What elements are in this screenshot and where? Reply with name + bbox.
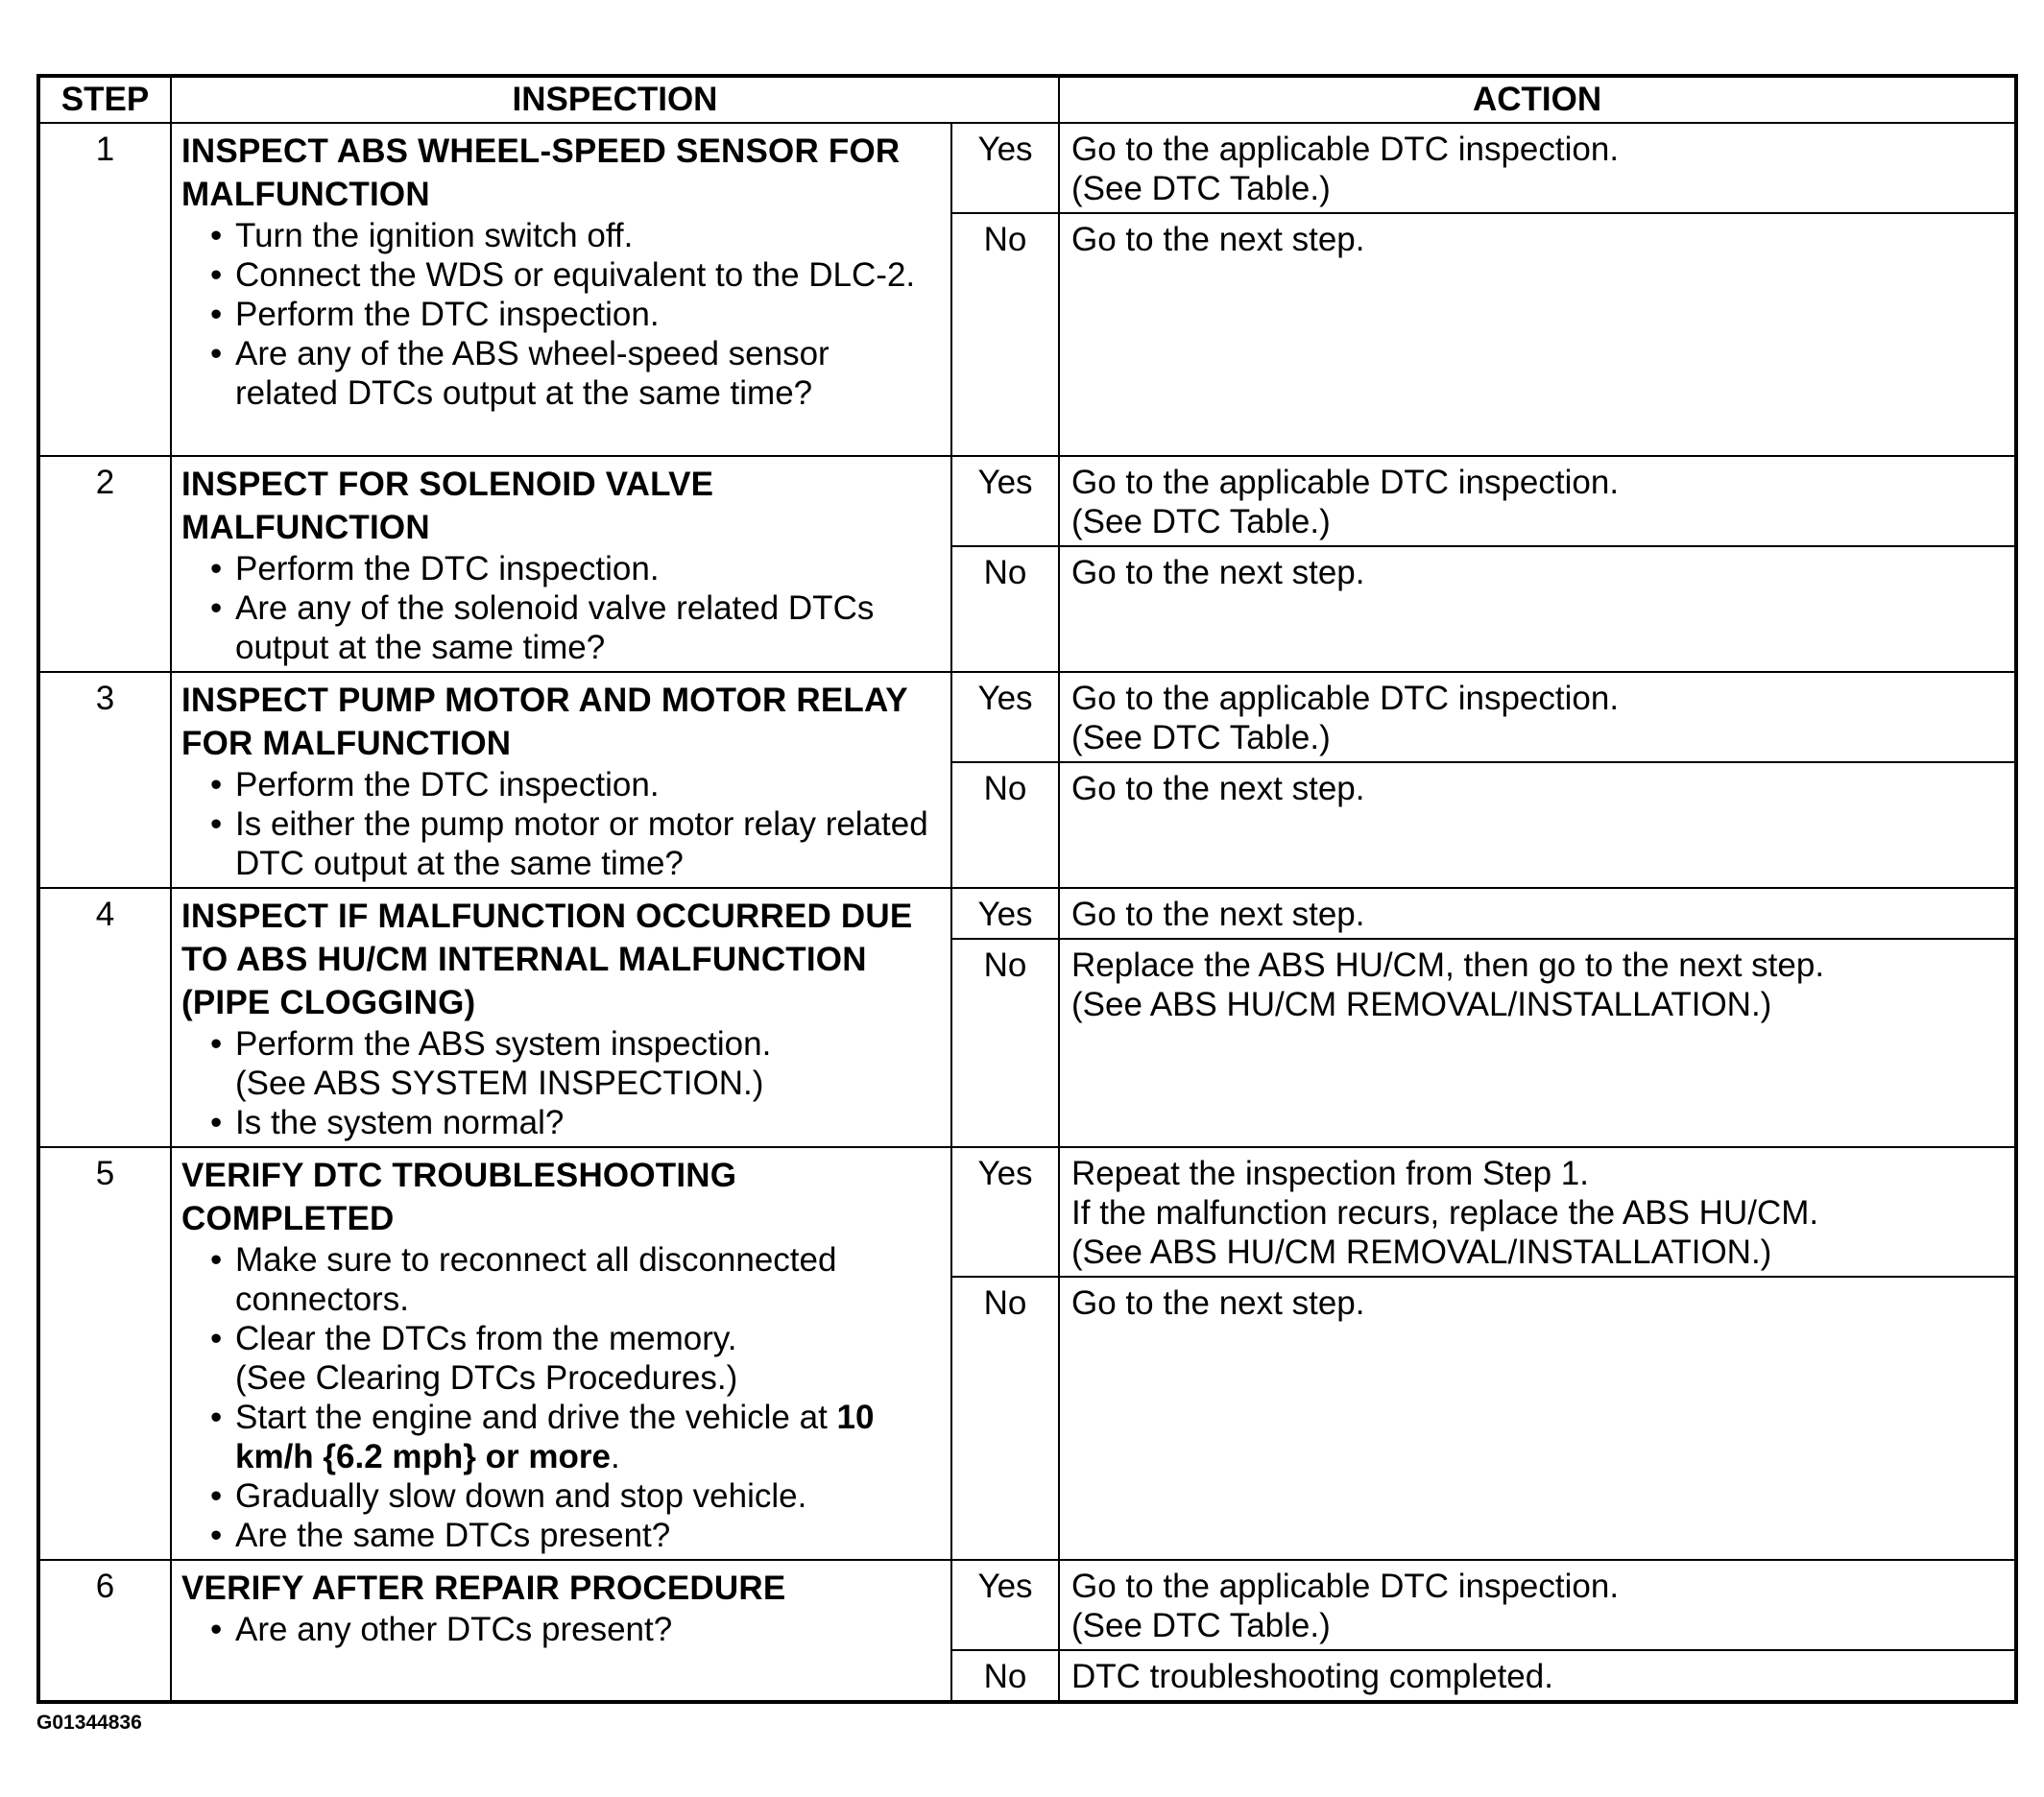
yes-label: Yes [951,456,1059,546]
no-label: No [951,1650,1059,1702]
action-line: Go to the next step. [1071,554,1365,592]
step-inspection [171,672,951,888]
step-number: 2 [38,456,171,672]
inspection-list [181,549,941,667]
inspection-item: • Perform the DTC inspection. [210,765,941,804]
inspection-item-text: • Perform the ABS system inspection. [235,1025,772,1063]
inspection-title: INSPECT ABS WHEEL-SPEED SENSOR FOR MALFUNCTION [181,132,901,213]
inspection-list [181,216,941,413]
step-2-yes-row [38,456,2016,546]
no-label: No [951,762,1059,888]
inspection-item: • Are the same DTCs present? [210,1516,941,1555]
step-3-yes-row [38,672,2016,762]
troubleshooting-document [36,74,2014,1704]
header-action: ACTION [1059,76,2016,123]
action-line: (See DTC Table.) [1071,719,1331,756]
inspection-item [210,1319,941,1398]
inspection-item: • Make sure to reconnect all disconnected connectors. [210,1240,941,1319]
step-number: 6 [38,1560,171,1702]
speed-requirement: 10 km/h {6.2 mph} or more [235,1399,875,1475]
action-line: Repeat the inspection from Step 1. [1071,1155,1589,1192]
step-number: 1 [38,123,171,456]
header-inspection: INSPECTION [171,76,1059,123]
inspection-title: INSPECT IF MALFUNCTION OCCURRED DUE TO ABS HU/CM INTERNAL MALFUNCTION (PIPE CLOGGING) [181,898,913,1021]
action-line: (See DTC Table.) [1071,170,1331,207]
step-number: 5 [38,1147,171,1560]
step-inspection [171,456,951,672]
action-line: (See DTC Table.) [1071,503,1331,540]
yes-label: Yes [951,1147,1059,1277]
step-number: 4 [38,888,171,1147]
step-inspection [171,1147,951,1560]
inspection-list [181,1240,941,1555]
step-inspection [171,123,951,456]
no-action [1059,1650,2016,1702]
figure-id: G01344836 [36,1712,142,1734]
inspection-title: INSPECT PUMP MOTOR AND MOTOR RELAY FOR MALFUNCTION [181,682,908,762]
action-line: Go to the applicable DTC inspection. [1071,1568,1620,1605]
inspection-item: • Perform the DTC inspection. [210,295,941,334]
inspection-list [181,1024,941,1142]
inspection-item: • Perform the DTC inspection. [210,549,941,588]
inspection-item: • Is either the pump motor or motor relay related DTC output at the same time? [210,804,941,883]
yes-action [1059,123,2016,213]
inspection-item: • Are any of the solenoid valve related DTCs output at the same time? [210,588,941,667]
inspection-title: VERIFY AFTER REPAIR PROCEDURE [181,1569,786,1607]
no-action [1059,213,2016,456]
action-line: Go to the next step. [1071,896,1365,933]
yes-action [1059,888,2016,939]
inspection-item: • Connect the WDS or equivalent to the DLC-2. [210,255,941,295]
inspection-item: • Are any of the ABS wheel-speed sensor related DTCs output at the same time? [210,334,941,413]
inspection-item [210,1024,941,1103]
header-step: STEP [38,76,171,123]
no-action [1059,762,2016,888]
header-row [38,76,2016,123]
action-line: Go to the next step. [1071,770,1365,807]
step-inspection [171,1560,951,1702]
inspection-list [181,1610,941,1649]
action-line: Replace the ABS HU/CM, then go to the next step. [1071,946,1825,985]
inspection-item: • Are any other DTCs present? [210,1610,941,1649]
inspection-item-text: Start the engine and drive the vehicle at [235,1399,837,1436]
no-label: No [951,213,1059,456]
no-action [1059,939,2016,1147]
step-6-yes-row [38,1560,2016,1650]
yes-action [1059,456,2016,546]
no-label: No [951,939,1059,1147]
inspection-item-text: • Clear the DTCs from the memory. [235,1320,737,1357]
action-line: If the malfunction recurs, replace the ABS HU/CM. [1071,1194,1819,1232]
action-line: Go to the next step. [1071,1284,1365,1323]
yes-action [1059,672,2016,762]
no-label: No [951,1277,1059,1560]
action-line: (See ABS HU/CM REMOVAL/INSTALLATION.) [1071,986,1772,1024]
step-5-yes-row [38,1147,2016,1277]
step-1-yes-row [38,123,2016,213]
step-4-yes-row [38,888,2016,939]
action-line: Go to the next step. [1071,221,1365,258]
inspection-title: INSPECT FOR SOLENOID VALVE MALFUNCTION [181,466,714,546]
yes-action [1059,1147,2016,1277]
inspection-item [210,1398,941,1476]
step-number: 3 [38,672,171,888]
inspection-item-note: (See Clearing DTCs Procedures.) [235,1359,738,1397]
no-label: No [951,546,1059,672]
action-line: DTC troubleshooting completed. [1071,1658,1553,1695]
action-line: (See DTC Table.) [1071,1607,1331,1644]
yes-label: Yes [951,888,1059,939]
yes-label: Yes [951,1560,1059,1650]
troubleshooting-table [36,74,2018,1704]
action-line: Go to the applicable DTC inspection. [1071,464,1620,501]
action-line: (See ABS HU/CM REMOVAL/INSTALLATION.) [1071,1234,1772,1271]
yes-action [1059,1560,2016,1650]
inspection-item: • Gradually slow down and stop vehicle. [210,1476,941,1516]
action-line: Go to the applicable DTC inspection. [1071,131,1620,168]
yes-label: Yes [951,672,1059,762]
inspection-item-note: (See ABS SYSTEM INSPECTION.) [235,1065,764,1102]
no-action [1059,546,2016,672]
inspection-item-end: . [610,1438,620,1475]
action-line: Go to the applicable DTC inspection. [1071,680,1620,717]
no-action [1059,1277,2016,1560]
inspection-item: • Turn the ignition switch off. [210,216,941,255]
step-inspection [171,888,951,1147]
inspection-title: VERIFY DTC TROUBLESHOOTING COMPLETED [181,1157,737,1237]
inspection-item: • Is the system normal? [210,1103,941,1142]
inspection-list [181,765,941,883]
yes-label: Yes [951,123,1059,213]
